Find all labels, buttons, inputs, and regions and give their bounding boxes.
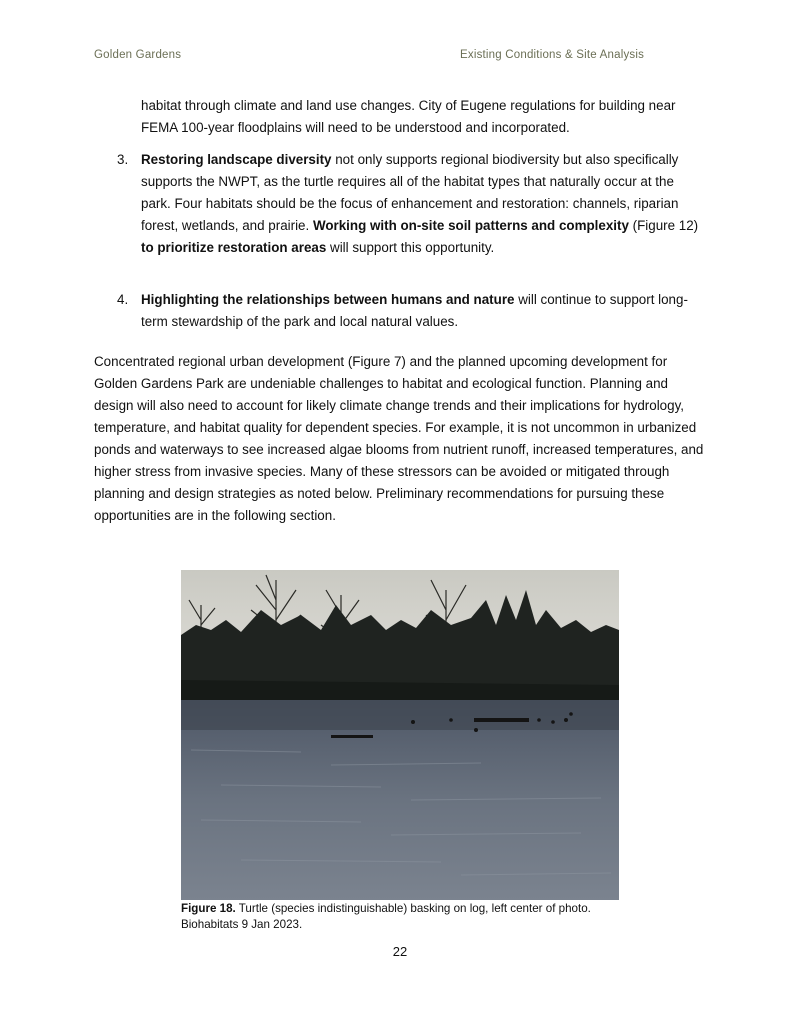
figure-label: Figure 18.: [181, 902, 236, 915]
list-item-3: [117, 149, 707, 259]
pond-photo-illustration: [181, 570, 619, 900]
list-number: 3.: [117, 152, 129, 167]
header-left: Golden Gardens: [94, 49, 182, 61]
opportunities-list-continued: [117, 289, 707, 333]
figure-caption-text: Turtle (species indistinguishable) basking on log, left center of photo. Biohabitats 9 Jan 2023.: [181, 902, 591, 931]
list-item-text: not only supports regional biodiversity but also specifically supports the NWPT, as the turtle requires all of the habitat types that naturally occur at the park. Four habitats should be the focus of enhancement and restoration: channels, riparian forest, wetlands, and prairie.: [141, 152, 679, 233]
list-item-text: will continue to support long-term stewardship of the park and local natural values.: [141, 292, 688, 329]
list-item-text: (Figure 12): [628, 218, 699, 233]
continued-text: habitat through climate and land use changes. City of Eugene regulations for building near FEMA 100-year floodplains will need to be understood and incorporated.: [141, 98, 676, 135]
list-item-bold: Highlighting the relationships between humans and nature: [141, 292, 515, 307]
list-item-bold: to prioritize restoration areas: [141, 240, 327, 255]
list-number: 4.: [117, 292, 129, 307]
header-right: Existing Conditions & Site Analysis: [460, 49, 645, 61]
list-item-bold: Restoring landscape diversity: [141, 152, 332, 167]
opportunities-list: [117, 149, 707, 259]
body-paragraph: Concentrated regional urban development (Figure 7) and the planned upcoming development for Golden Gardens Park are undeniable challenges to habitat and ecological function. Planning and design will also need to account for likely climate change trends and their implications for hydrology, temperature, and habitat quality for dependent species. For example, it is not uncommon in urbanized ponds and waterways to see increased algae blooms from nutrient runoff, increased temperatures, and higher stress from invasive species. Many of these stressors can be avoided or mitigated through planning and design strategies as noted below. Preliminary recommendations for pursuing these opportunities are in the following section.: [94, 354, 704, 523]
list-item-bold: Working with on-site soil patterns and complexity: [312, 218, 629, 233]
figure-caption: [181, 901, 631, 933]
pond-photo: [181, 570, 619, 900]
list-item-text: will support this opportunity.: [326, 240, 495, 255]
list-item-4: [117, 289, 707, 333]
page-number: 22: [392, 944, 408, 959]
